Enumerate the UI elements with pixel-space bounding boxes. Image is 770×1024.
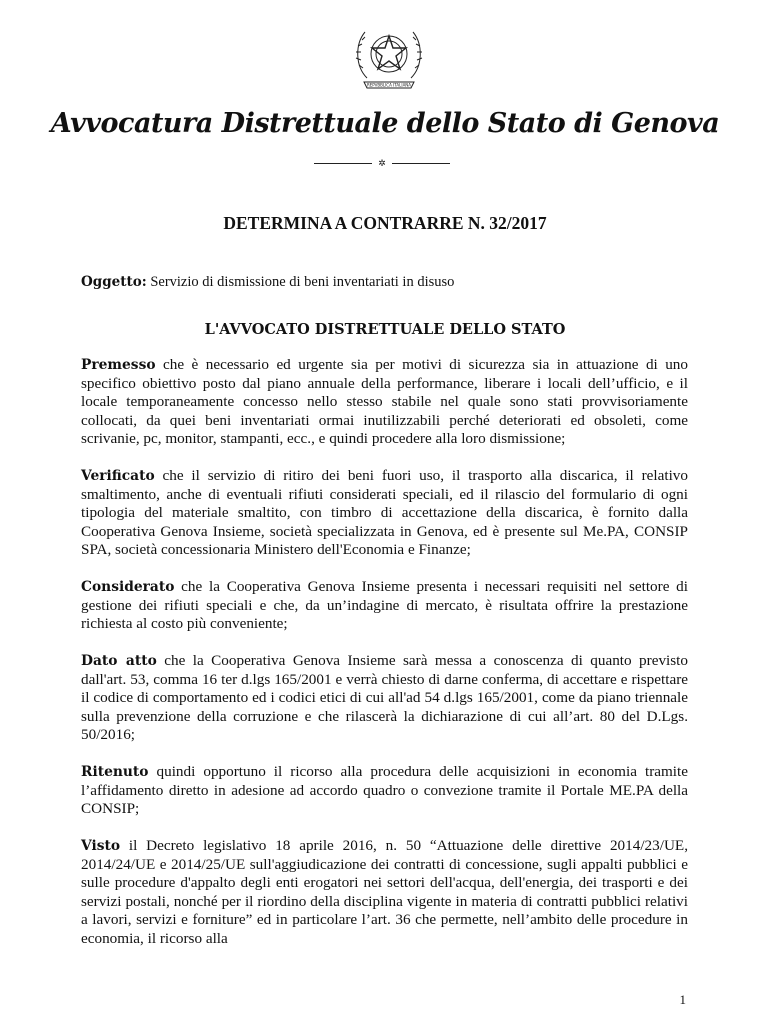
star-icon: ✲ — [378, 158, 386, 168]
paragraph-text: il Decreto legislativo 18 aprile 2016, n. 50 “Attuazione delle direttive 2014/23/UE, 2014/24/UE e 2014/25/UE sull'aggiudicazione dei contratti di concessione, sugli appalti pubblici e sulle procedure d'appalto degli enti erogatori nei settori dell'acqua, dell'energia, dei trasporti e dei servizi postali, nonché per il riordino della disciplina vigente in materia di contratti pubblici relativi a lavori, servizi e forniture” ed in particolare l’art. 36 che permette, nell’ambito delle procedure in economia, il ricorso alla — [81, 837, 688, 947]
paragraph-text: quindi opportuno il ricorso alla procedura delle acquisizioni in economia tramite l’affidamento diretto in adesione ad accordo quadro o convezione tramite il Portale ME.PA della CONSIP; — [81, 763, 688, 817]
subject-line — [81, 274, 454, 291]
page-number: 1 — [679, 992, 686, 1007]
paragraph-text: che la Cooperativa Genova Insieme presenta i necessari requisiti nel settore di gestione dei rifiuti speciali e che, da un’indagine di mercato, è risultata offrire la prestazione richiesta al costo più conveniente; — [81, 578, 688, 632]
office-title: Avvocatura Distrettuale dello Stato di Genova — [50, 108, 720, 139]
paragraph-dato-atto — [81, 652, 688, 745]
paragraph-lead: Considerato — [81, 579, 175, 595]
subject-text: Servizio di dismissione di beni inventariati in disuso — [146, 274, 455, 290]
paragraph-verificato — [81, 467, 688, 560]
document-body — [81, 356, 688, 967]
paragraph-lead: Ritenuto — [81, 764, 149, 780]
paragraph-considerato — [81, 578, 688, 634]
authority-heading: L'AVVOCATO DISTRETTUALE DELLO STATO — [204, 321, 566, 338]
paragraph-premesso — [81, 356, 688, 449]
paragraph-text: che la Cooperativa Genova Insieme sarà messa a conoscenza di quanto previsto dall'art. 53, comma 16 ter d.lgs 165/2001 e verrà chiesto di darne conferma, di accettare e rispettare il codice di comportamento ed i codici etici di cui all'ad 54 d.lgs 165/2001, come da piano triennale sulla prevenzione della corruzione e che rilascerà la dichiarazione di cui all’art. 80 del D.Lgs. 50/2016; — [81, 652, 688, 743]
header-divider — [310, 158, 454, 168]
document-title: DETERMINA A CONTRARRE N. 32/2017 — [223, 213, 547, 233]
paragraph-ritenuto — [81, 763, 688, 819]
emblem-motto: REPVBBLICA ITALIANA — [366, 82, 412, 88]
paragraph-lead: Visto — [81, 838, 121, 854]
italian-republic-emblem-icon — [349, 16, 429, 96]
paragraph-text: che il servizio di ritiro dei beni fuori uso, il trasporto alla discarica, il relativo smaltimento, anche di eventuali rifiuti considerati speciali, ed il rilascio del formulario di ogni tipologia del materiale smaltito, con timbro di accettazione della discarica, è fornito dalla Cooperativa Genova Insieme, società specializzata in Genova, ed è presente sul Me.PA, CONSIP SPA, società concessionaria Ministero dell'Economia e Finanze; — [81, 467, 688, 558]
paragraph-visto — [81, 837, 688, 948]
paragraph-text: che è necessario ed urgente sia per motivi di sicurezza sia in attuazione di uno specifico obiettivo posto dal piano annuale della performance, liberare i locali dell’ufficio, e il locale temporaneamente concesso nello stesso stabile nel quale sono stati provvisoriamente collocati, da quei beni inventariati ormai inutilizzabili perché deteriorati ed obsoleti, come scrivanie, pc, monitor, stampanti, ecc., e quindi procedere alla loro dismissione; — [81, 356, 688, 447]
paragraph-lead: Verificato — [81, 468, 155, 484]
subject-label: Oggetto: — [81, 274, 147, 290]
paragraph-lead: Premesso — [81, 357, 156, 373]
paragraph-lead: Dato atto — [81, 653, 157, 669]
